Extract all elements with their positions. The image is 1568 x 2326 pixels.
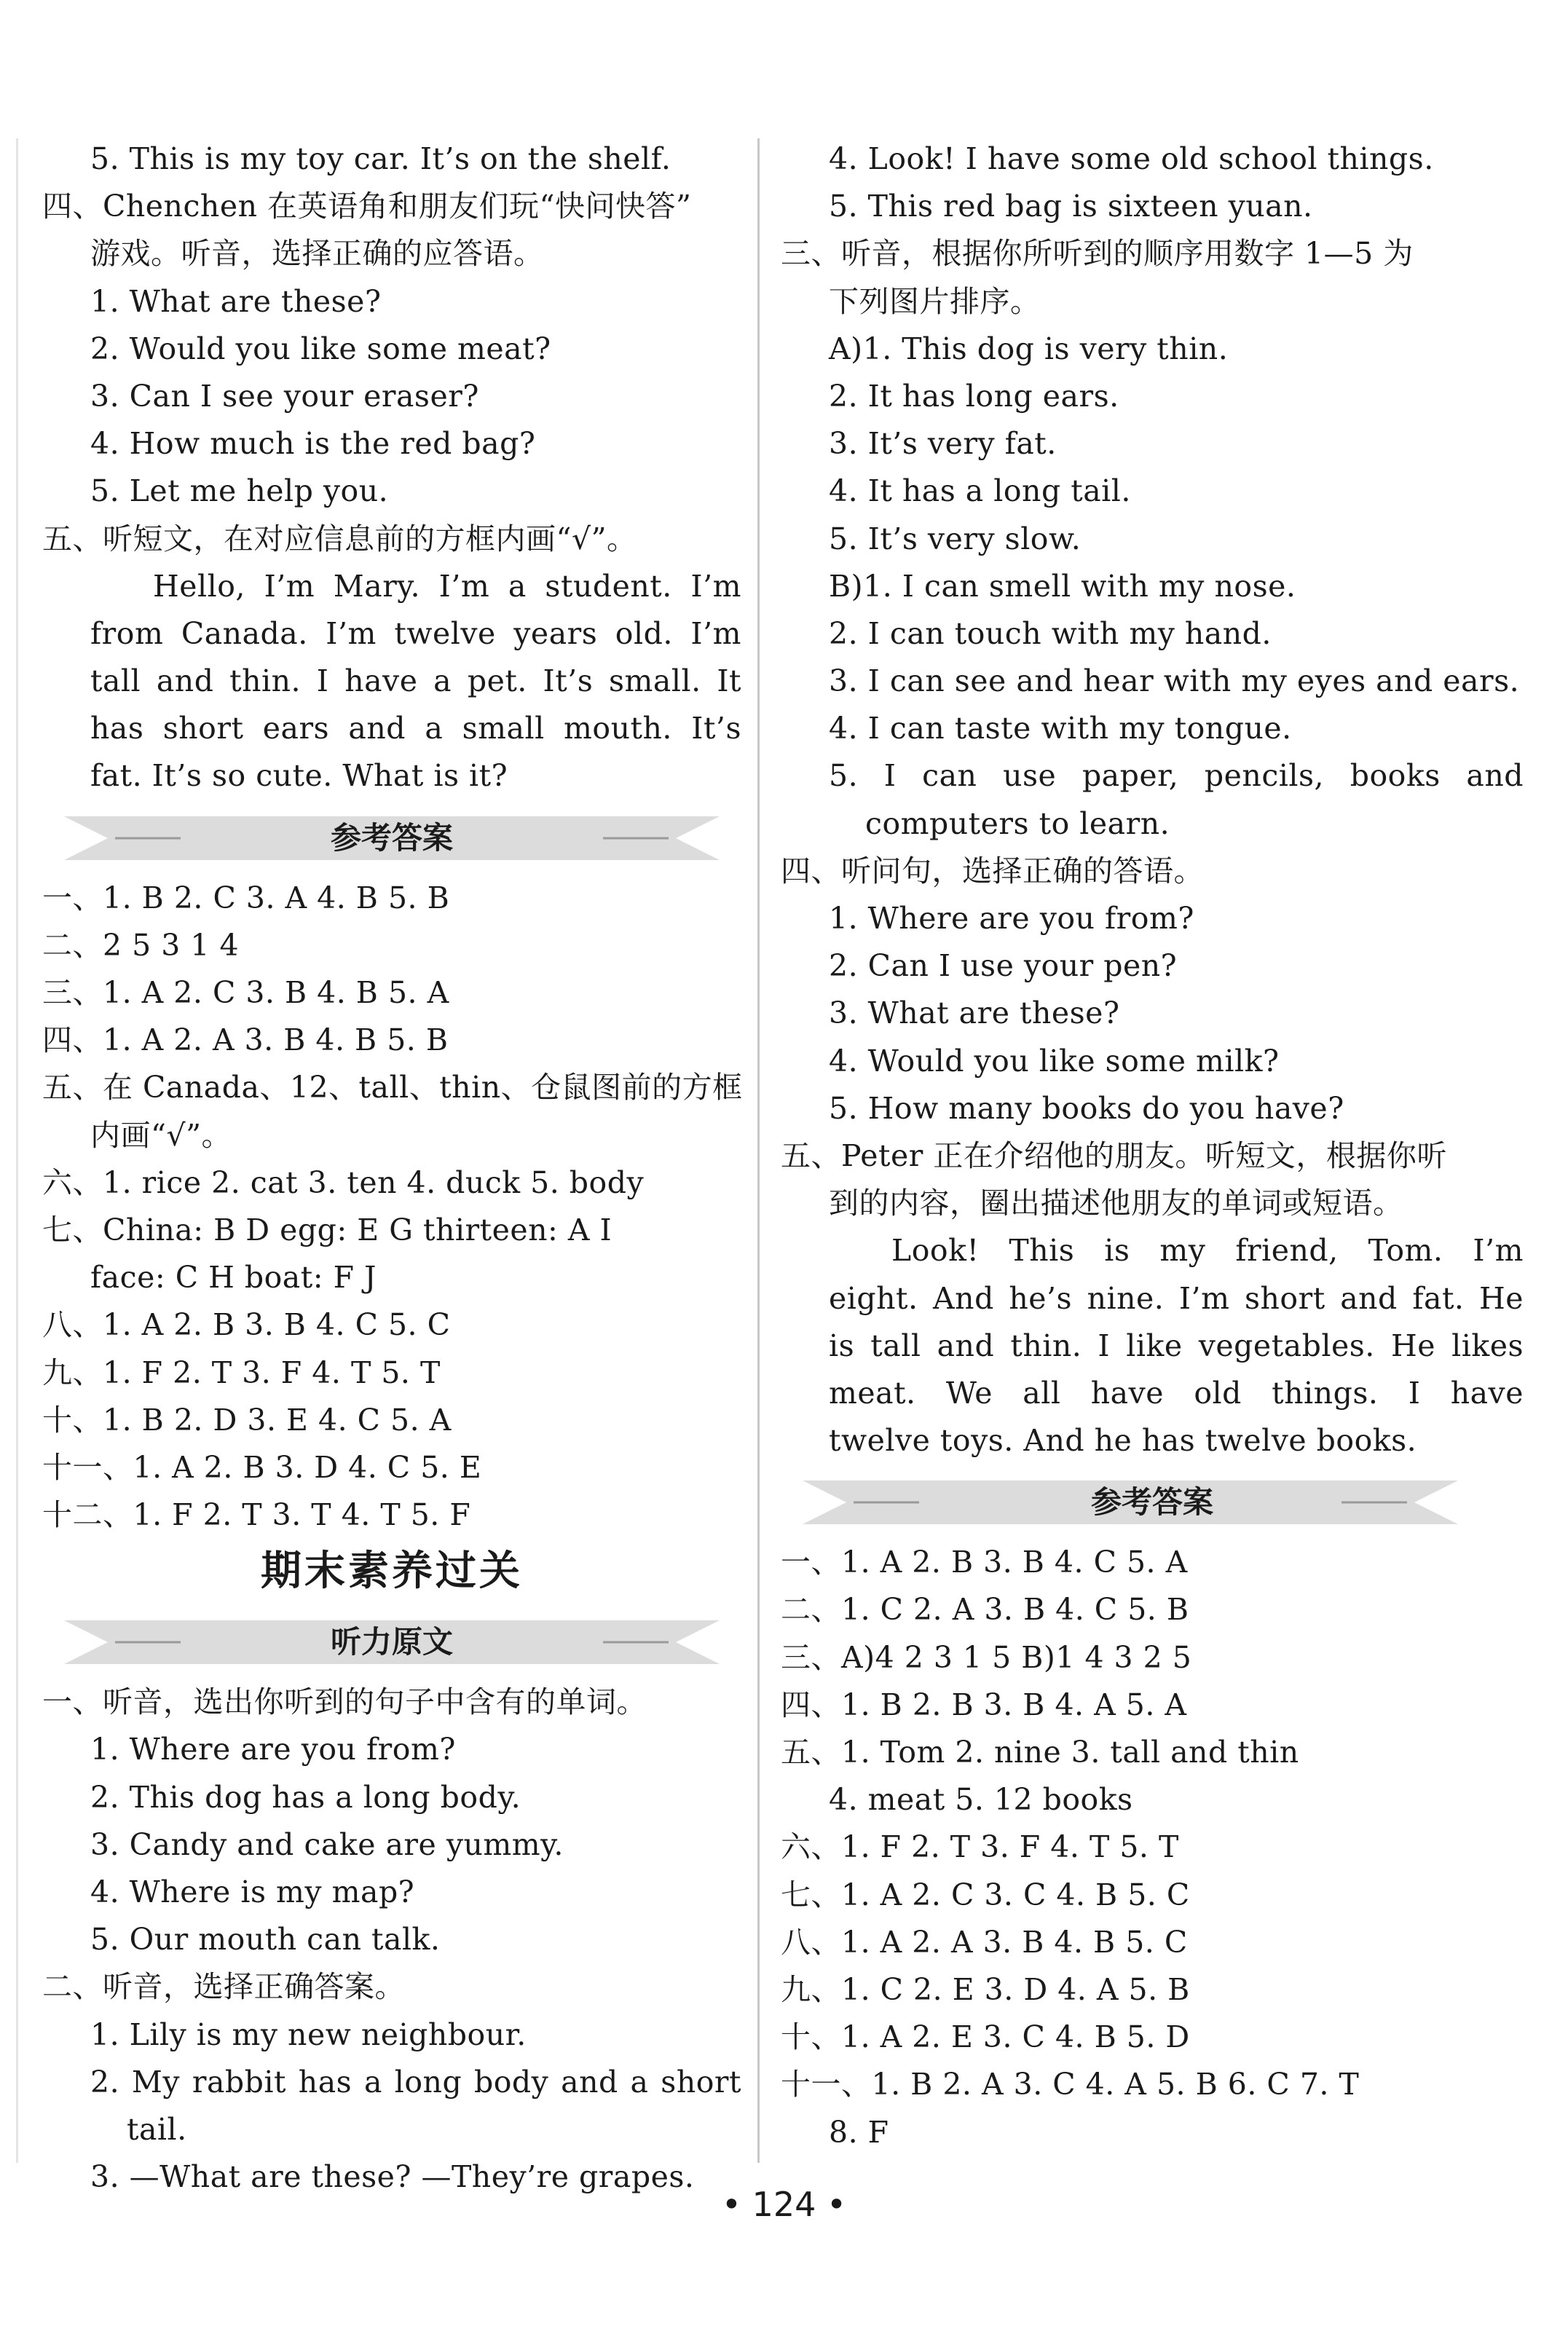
text-line: 2. I can touch with my hand.	[829, 615, 1272, 651]
text-line: 5. How many books do you have?	[829, 1090, 1344, 1126]
text-line: 六、1. rice 2. cat 3. ten 4. duck 5. body	[42, 1164, 645, 1200]
text-line: computers to learn.	[865, 805, 1170, 841]
text-line: 3. I can see and hear with my eyes and ears.	[829, 663, 1520, 699]
section-title: 期末素养过关	[261, 1548, 523, 1596]
text-line: fat. It’s so cute. What is it?	[90, 758, 508, 794]
text-line: Hello, I’m Mary. I’m a student. I’m	[153, 568, 741, 604]
banner-title: 听力原文	[330, 1624, 453, 1660]
text-line: 十一、1. A 2. B 3. D 4. C 5. E	[42, 1449, 482, 1485]
banner-title: 参考答案	[330, 819, 453, 856]
text-line: 八、1. A 2. B 3. B 4. C 5. C	[42, 1307, 451, 1343]
answers-banner-left	[42, 806, 741, 870]
listening-banner	[42, 1610, 741, 1674]
text-line: 七、1. A 2. C 3. C 4. B 5. C	[781, 1877, 1190, 1912]
text-line: 5. This is my toy car. It’s on the shelf.	[90, 141, 671, 176]
text-line: 2. My rabbit has a long body and a short	[90, 2064, 741, 2100]
text-line: 4. Look! I have some old school things.	[829, 141, 1434, 176]
right-listening-continued	[781, 135, 1524, 1464]
text-line: 1. Where are you from?	[829, 901, 1194, 936]
text-line: 4. Where is my map?	[90, 1874, 415, 1909]
text-line: 5. This red bag is sixteen yuan.	[829, 189, 1313, 224]
answers-banner-right	[781, 1470, 1524, 1534]
text-line: 三、1. A 2. C 3. B 4. B 5. A	[42, 975, 449, 1010]
text-line: 5. Our mouth can talk.	[90, 1922, 441, 1958]
text-line: 4. How much is the red bag?	[90, 426, 536, 462]
text-line: 游戏。听音，选择正确的应答语。	[90, 236, 544, 272]
page-number: • 124 •	[721, 2185, 847, 2224]
left-answer-list	[42, 875, 741, 1540]
text-line: meat. We all have old things. I have	[829, 1375, 1524, 1411]
text-line: 一、1. B 2. C 3. A 4. B 5. B	[42, 880, 450, 915]
text-line: tail.	[127, 2111, 187, 2147]
text-line: 到的内容，圈出描述他朋友的单词或短语。	[829, 1186, 1403, 1221]
text-line: 十一、1. B 2. A 3. C 4. A 5. B 6. C 7. T	[781, 2067, 1360, 2102]
listening-script-list	[42, 1679, 741, 2201]
text-line: 十二、1. F 2. T 3. T 4. T 5. F	[42, 1497, 471, 1533]
text-line: 3. Candy and cake are yummy.	[90, 1826, 564, 1862]
text-line: 十、1. A 2. E 3. C 4. B 5. D	[781, 2019, 1190, 2055]
text-line: 1. What are these?	[90, 283, 382, 319]
text-line: 五、Peter 正在介绍他的朋友。听短文，根据你听	[781, 1138, 1447, 1173]
text-line: 九、1. F 2. T 3. F 4. T 5. T	[42, 1355, 441, 1390]
text-line: tall and thin. I have a pet. It’s small. It	[90, 663, 741, 699]
text-line: 4. It has a long tail.	[829, 473, 1131, 509]
text-line: from Canada. I’m twelve years old. I’m	[90, 615, 741, 651]
text-line: 一、1. A 2. B 3. B 4. C 5. A	[781, 1545, 1188, 1580]
text-line: 4. I can taste with my tongue.	[829, 711, 1292, 746]
text-line: 3. —What are these? —They’re grapes.	[90, 2159, 695, 2195]
text-line: 5. It’s very slow.	[829, 521, 1082, 556]
text-line: 二、听音，选择正确答案。	[42, 1969, 405, 2005]
left-listening-continued	[42, 135, 741, 800]
text-line: 七、China: B D egg: E G thirteen: A I	[42, 1212, 612, 1247]
text-line: 五、在 Canada、12、tall、thin、仓鼠图前的方框	[42, 1070, 743, 1105]
text-line: 四、1. A 2. A 3. B 4. B 5. B	[42, 1022, 449, 1058]
left-column	[42, 135, 741, 2201]
banner-title: 参考答案	[1090, 1484, 1213, 1521]
text-line: 五、1. Tom 2. nine 3. tall and thin	[781, 1735, 1299, 1770]
text-line: 二、1. C 2. A 3. B 4. C 5. B	[781, 1592, 1189, 1628]
text-line: Look! This is my friend, Tom. I’m	[891, 1233, 1524, 1269]
text-line: 4. meat 5. 12 books	[829, 1782, 1133, 1818]
text-line: 3. Can I see your eraser?	[90, 378, 479, 414]
text-line: 四、听问句，选择正确的答语。	[781, 853, 1204, 888]
text-line: 5. Let me help you.	[90, 473, 389, 509]
text-line: 一、听音，选出你听到的句子中含有的单词。	[42, 1684, 647, 1720]
text-line: 九、1. C 2. E 3. D 4. A 5. B	[781, 1971, 1190, 2007]
text-line: 下列图片排序。	[829, 283, 1041, 319]
text-line: 三、听音，根据你所听到的顺序用数字 1—5 为	[781, 236, 1414, 272]
text-line: 内画“√”。	[90, 1117, 232, 1153]
text-line: 八、1. A 2. A 3. B 4. B 5. C	[781, 1924, 1188, 1960]
right-answer-list	[781, 1539, 1524, 2156]
text-line: 十、1. B 2. D 3. E 4. C 5. A	[42, 1402, 452, 1438]
text-line: A)1. This dog is very thin.	[829, 331, 1229, 366]
left-margin-rule	[16, 138, 18, 2163]
text-line: 五、听短文，在对应信息前的方框内画“√”。	[42, 521, 637, 556]
text-line: 四、1. B 2. B 3. B 4. A 5. A	[781, 1687, 1187, 1722]
text-line: 2. This dog has a long body.	[90, 1779, 521, 1815]
text-line: 8. F	[829, 2114, 889, 2150]
text-line: 3. What are these?	[829, 996, 1120, 1031]
text-line: 六、1. F 2. T 3. F 4. T 5. T	[781, 1829, 1179, 1865]
text-line: 三、A)4 2 3 1 5 B)1 4 3 2 5	[781, 1639, 1192, 1675]
text-line: twelve toys. And he has twelve books.	[829, 1423, 1417, 1459]
text-line: 2. It has long ears.	[829, 378, 1119, 414]
text-line: is tall and thin. I like vegetables. He likes	[829, 1328, 1524, 1363]
text-line: 4. Would you like some milk?	[829, 1043, 1280, 1079]
text-line: 5. I can use paper, pencils, books and	[829, 758, 1524, 794]
text-line: eight. And he’s nine. I’m short and fat. He	[829, 1280, 1524, 1316]
text-line: 3. It’s very fat.	[829, 426, 1057, 462]
text-line: 二、2 5 3 1 4	[42, 927, 240, 963]
text-line: has short ears and a small mouth. It’s	[90, 711, 741, 746]
text-line: 四、Chenchen 在英语角和朋友们玩“快问快答”	[42, 189, 692, 224]
text-line: 1. Lily is my new neighbour.	[90, 2016, 527, 2052]
text-line: face: C H boat: F J	[90, 1260, 377, 1296]
text-line: B)1. I can smell with my nose.	[829, 568, 1296, 604]
text-line: 2. Can I use your pen?	[829, 948, 1178, 984]
text-line: 1. Where are you from?	[90, 1732, 456, 1767]
right-column	[781, 135, 1524, 2156]
text-line: 2. Would you like some meat?	[90, 331, 551, 366]
column-divider	[757, 138, 760, 2163]
